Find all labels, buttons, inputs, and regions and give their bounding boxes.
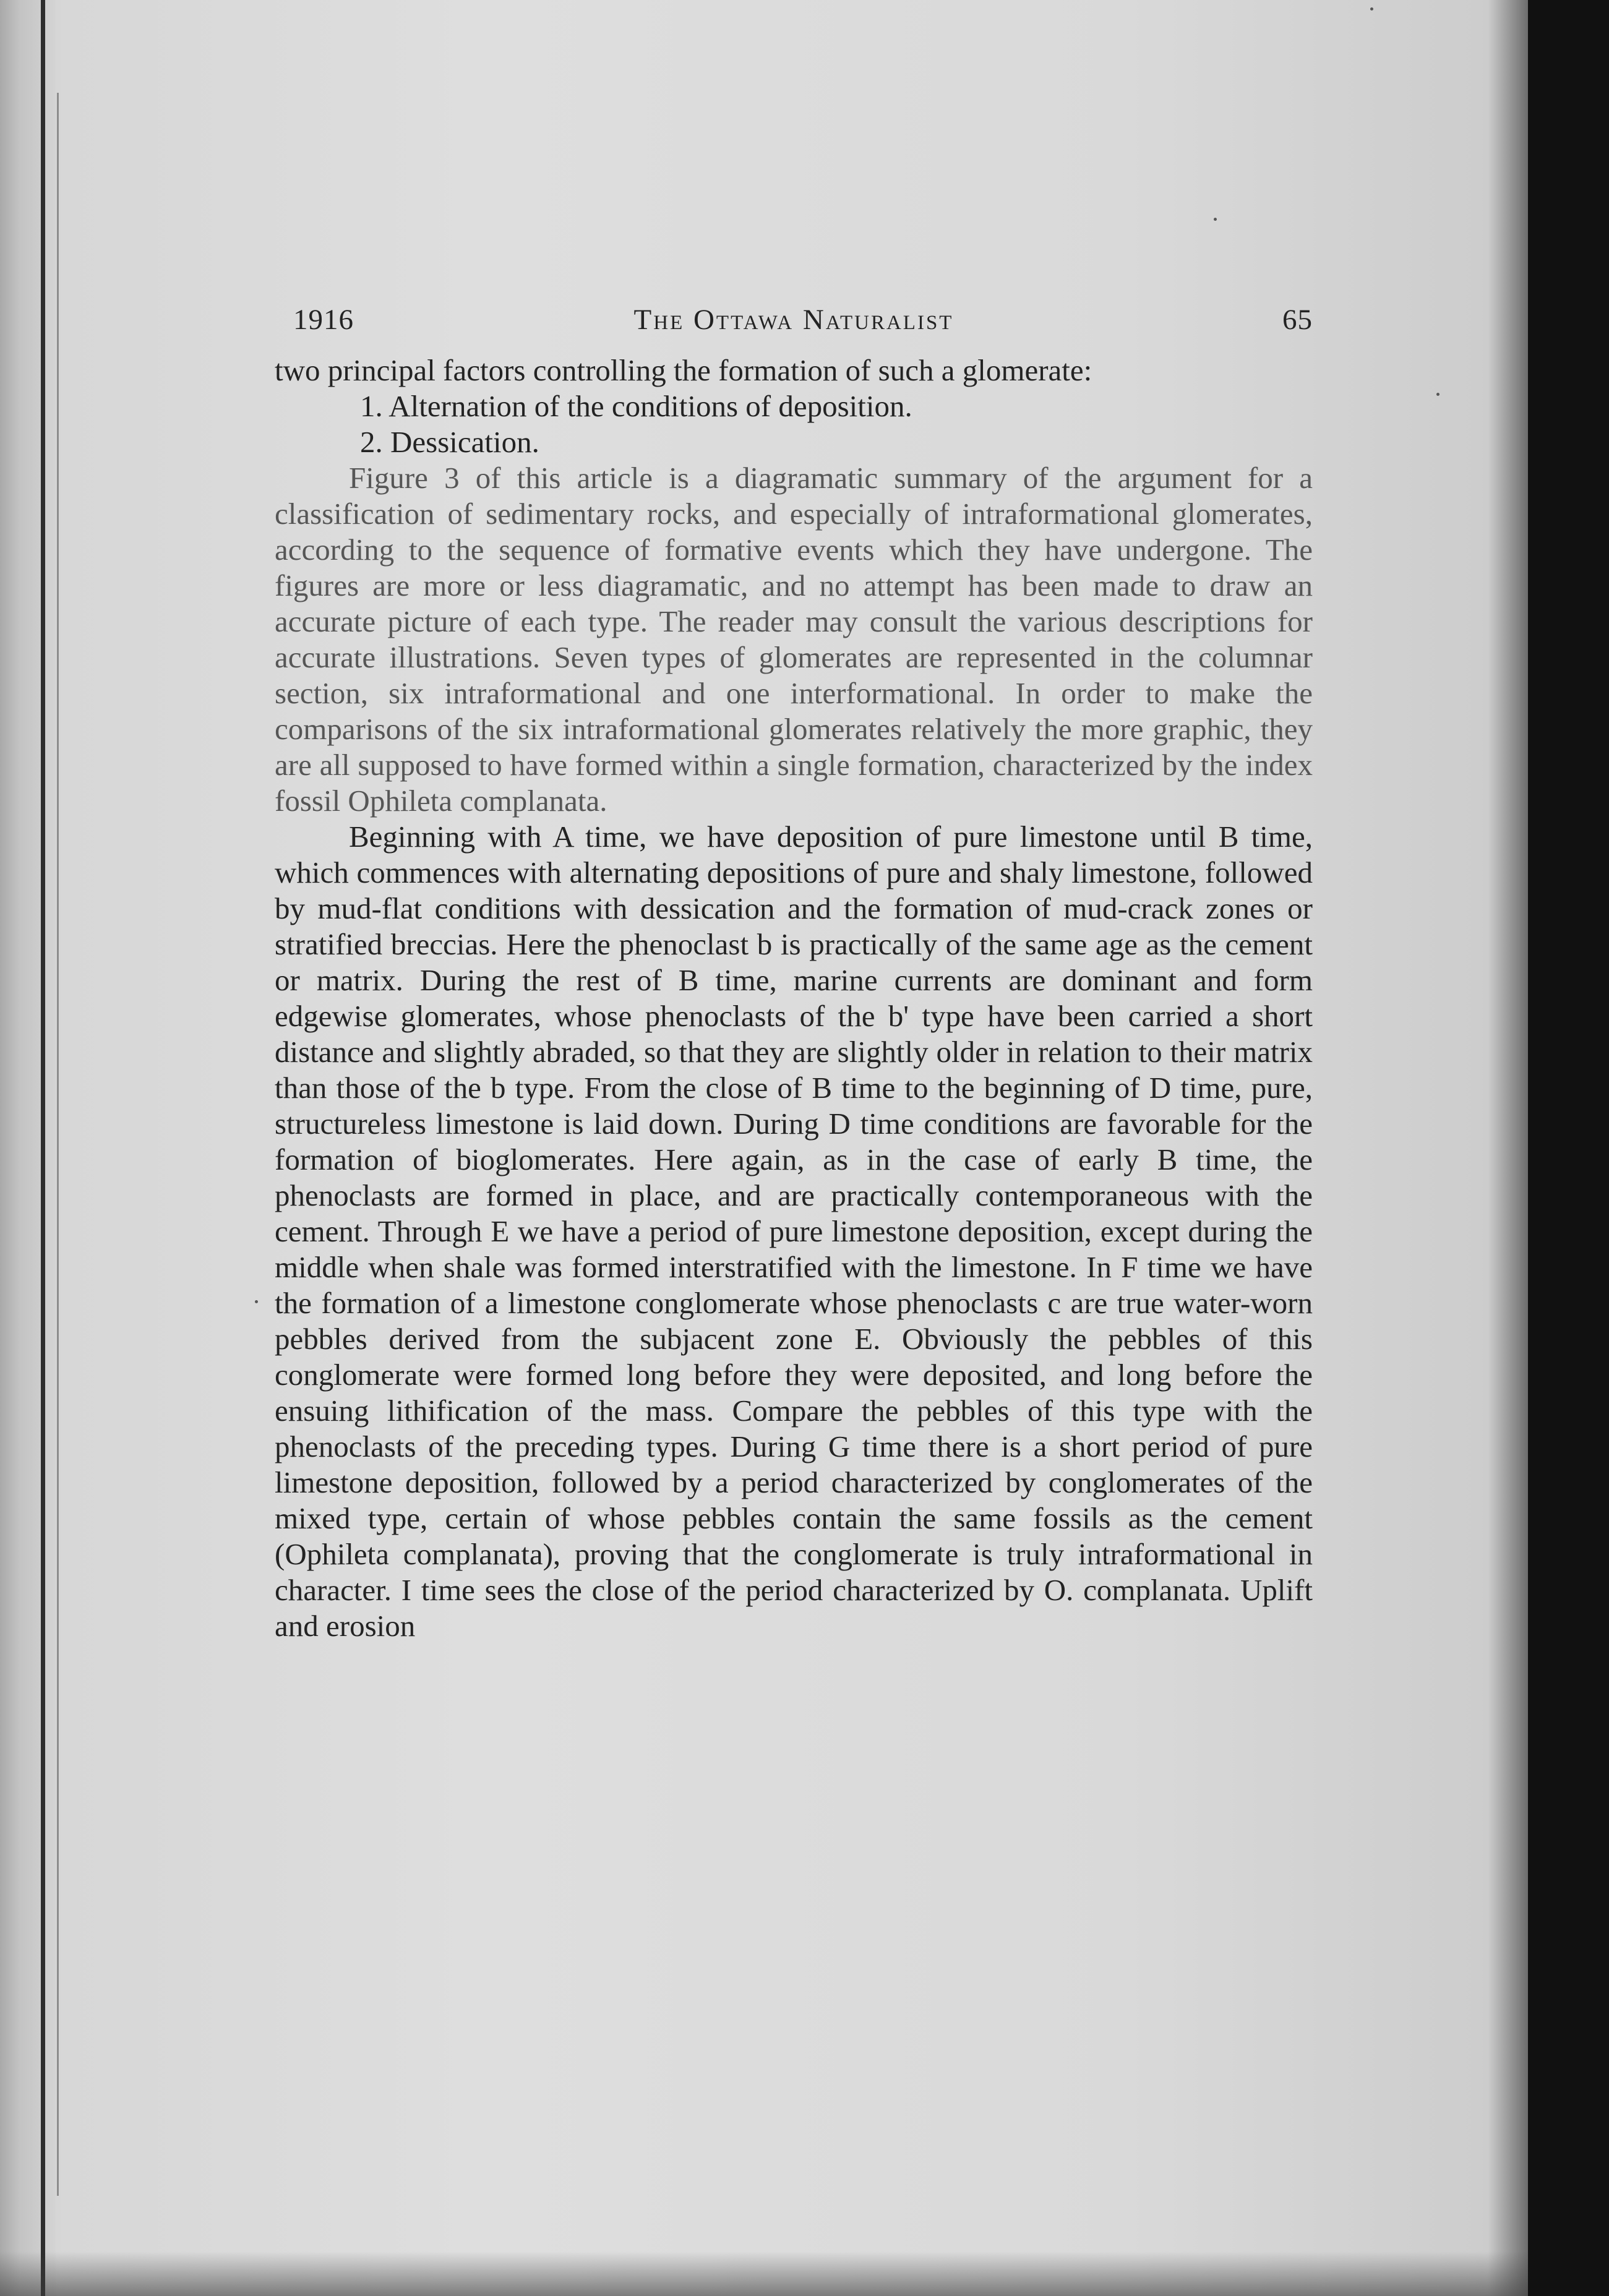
running-header: [275, 297, 1313, 353]
journal-title: The Ottawa Naturalist: [633, 304, 954, 336]
paragraph-continuation: two principal factors controlling the formation of such a glomerate:: [275, 353, 1092, 387]
paragraph-figure-summary: Figure 3 of this article is a diagramatic summary of the argument for a classification of sedimentary rocks, and especially of intraformational glomerates, according to the sequence of formative events which they have undergone. The figures are more or less diagramatic, and no attempt has been made to draw an accurate picture of each type. The reader may consult the various descriptions for accurate illustrations. Seven types of glomerates are represented in the columnar section, six intraformational and one interformational. In order to make the comparisons of the six intraformational glomerates relatively the more graphic, they are all supposed to have formed within a single formation, characterized by the index fossil Ophileta complanata.: [275, 461, 1313, 818]
page-right-shadow: [1488, 0, 1528, 2296]
list-item-dessication: 2. Dessication.: [360, 425, 539, 459]
page-number: 65: [1282, 304, 1313, 336]
dust-speck: [1436, 393, 1440, 396]
dust-speck: [255, 1300, 258, 1303]
dust-speck: [1370, 7, 1373, 11]
article-text-column: [275, 297, 1313, 1644]
scan-dark-border: [1528, 0, 1609, 2296]
binding-edge-line: [41, 0, 45, 2296]
paragraph-sequence-of-events: Beginning with A time, we have deposition of pure limestone until B time, which commences with alternating depositions of pure and shaly limestone, followed by mud-flat conditions with dessication and the formation of mud-crack zones or stratified breccias. Here the phenoclast b is practically of the same age as the cement or matrix. During the rest of B time, marine currents are dominant and form edgewise glomerates, whose phenoclasts of the b' type have been carried a short distance and slightly abraded, so that they are slightly older in relation to their matrix than those of the b type. From the close of B time to the beginning of D time, pure, structureless limestone is laid down. During D time conditions are favorable for the formation of bioglomerates. Here again, as in the case of early B time, the phenoclasts are formed in place, and are practically contemporaneous with the cement. Through E we have a period of pure limestone deposition, except during the middle when shale was formed interstratified with the limestone. In F time we have the formation of a limestone conglomerate whose phenoclasts c are true water-worn pebbles derived from the subjacent zone E. Obviously the pebbles of this conglomerate were formed long before they were deposited, and long before the ensuing lithification of the mass. Compare the pebbles of this type with the phenoclasts of the preceding types. During G time there is a short period of pure limestone deposition, followed by a period characterized by conglomerates of the mixed type, certain of whose pebbles contain the same fossils as the cement (Ophileta complanata), proving that the conglomerate is truly intraformational in character. I time sees the close of the period characterized by O. complanata. Uplift and erosion: [275, 820, 1313, 1643]
list-item-alternation: 1. Alternation of the conditions of deposition.: [360, 389, 912, 423]
binding-edge-thin-line: [57, 93, 59, 2196]
header-year: 1916: [293, 304, 354, 336]
dust-speck: [1214, 218, 1217, 221]
article-body: [275, 353, 1313, 1644]
page-left-margin-shadow: [0, 0, 56, 2296]
page-bottom-shadow: [0, 2251, 1528, 2296]
